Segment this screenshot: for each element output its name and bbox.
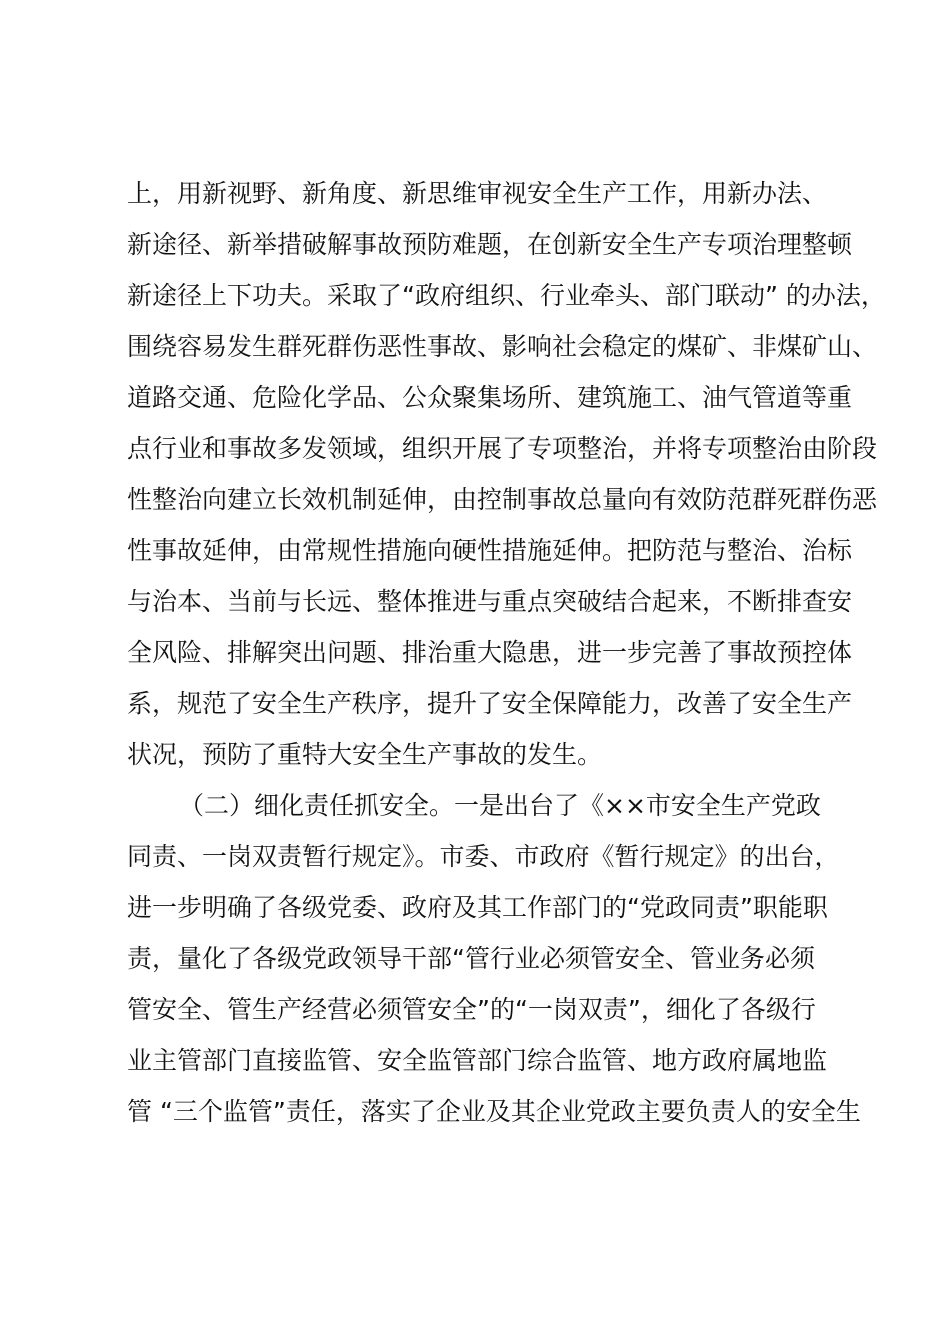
text-line: 新途径、新举措破解事故预防难题，在创新安全生产专项治理整顿 bbox=[127, 230, 853, 259]
text-line: 管安全、管生产经营必须管安全”的“一岗双责”，细化了各级行 bbox=[127, 995, 816, 1024]
text-line: 责，量化了各级党政领导干部“管行业必须管安全、管业务必须 bbox=[127, 944, 815, 973]
text-line: 管 “三个监管”责任，落实了企业及其企业党政主要负责人的安全生 bbox=[127, 1097, 861, 1126]
section-heading-line: （二）细化责任抓安全。一是出台了《××市安全生产党政 bbox=[179, 791, 821, 820]
text-line: 上，用新视野、新角度、新思维审视安全生产工作，用新办法、 bbox=[127, 179, 828, 208]
text-line: 进一步明确了各级党委、政府及其工作部门的“党政同责”职能职 bbox=[127, 893, 828, 922]
text-line: 性整治向建立长效机制延伸，由控制事故总量向有效防范群死群伤恶 bbox=[127, 485, 878, 514]
text-line: 性事故延伸，由常规性措施向硬性措施延伸。把防范与整治、治标 bbox=[127, 536, 853, 565]
text-line: 全风险、排解突出问题、排治重大隐患，进一步完善了事故预控体 bbox=[127, 638, 853, 667]
text-line: 状况，预防了重特大安全生产事故的发生。 bbox=[127, 740, 603, 769]
text-line: 系，规范了安全生产秩序，提升了安全保障能力，改善了安全生产 bbox=[127, 689, 853, 718]
text-line: 同责、一岗双责暂行规定》。市委、市政府《暂行规定》的出台， bbox=[127, 842, 840, 871]
text-line: 点行业和事故多发领域，组织开展了专项整治，并将专项整治由阶段 bbox=[127, 434, 878, 463]
text-line: 新途径上下功夫。采取了“政府组织、行业牵头、部门联动” 的办法， bbox=[127, 281, 886, 310]
text-line: 围绕容易发生群死群伤恶性事故、影响社会稳定的煤矿、非煤矿山、 bbox=[127, 332, 878, 361]
text-line: 与治本、当前与长远、整体推进与重点突破结合起来，不断排查安 bbox=[127, 587, 853, 616]
text-line: 业主管部门直接监管、安全监管部门综合监管、地方政府属地监 bbox=[127, 1046, 828, 1075]
document-body bbox=[127, 168, 886, 1137]
text-line: 道路交通、危险化学品、公众聚集场所、建筑施工、油气管道等重 bbox=[127, 383, 853, 412]
